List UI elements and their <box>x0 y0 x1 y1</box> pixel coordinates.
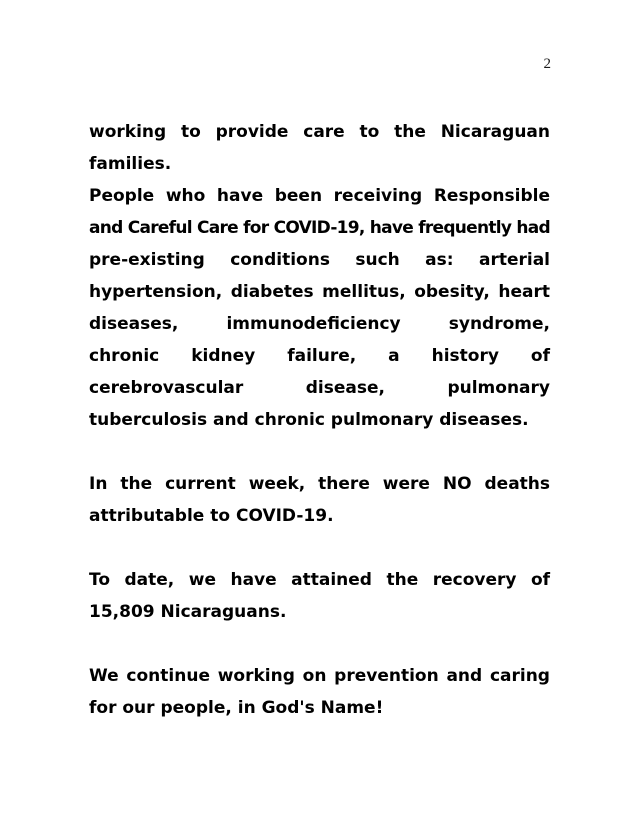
text-line: attributable to COVID-19. <box>89 506 334 526</box>
page-number: 2 <box>543 56 551 72</box>
text-line: families. <box>89 154 172 174</box>
text-line: hypertension, diabetes mellitus, obesity, heart <box>89 282 551 302</box>
text-line: pre-existing conditions such as: arterial <box>89 250 550 270</box>
paragraph-care-families <box>89 116 550 180</box>
text-line: working to provide care to the Nicaraguan <box>89 122 550 142</box>
text-line: diseases, immunodeficiency syndrome, <box>89 314 550 334</box>
paragraph-no-deaths <box>89 468 550 532</box>
text-line: To date, we have attained the recovery of <box>89 570 551 590</box>
text-line: cerebrovascular disease, pulmonary <box>89 378 550 398</box>
paragraph-closing <box>89 660 550 724</box>
text-line: In the current week, there were NO deaths <box>89 474 551 494</box>
text-line: tuberculosis and chronic pulmonary diseases. <box>89 410 529 430</box>
text-line: We continue working on prevention and caring <box>89 666 550 686</box>
text-line: 15,809 Nicaraguans. <box>89 602 287 622</box>
text-line: and Careful Care for COVID-19, have frequently had <box>89 218 550 238</box>
text-line: for our people, in God's Name! <box>89 698 384 718</box>
paragraph-recovery-count <box>89 564 550 628</box>
paragraph-preexisting-conditions <box>89 180 550 436</box>
document-body <box>89 116 550 724</box>
text-line: chronic kidney failure, a history of <box>89 346 550 366</box>
text-line: People who have been receiving Responsible <box>89 186 550 206</box>
